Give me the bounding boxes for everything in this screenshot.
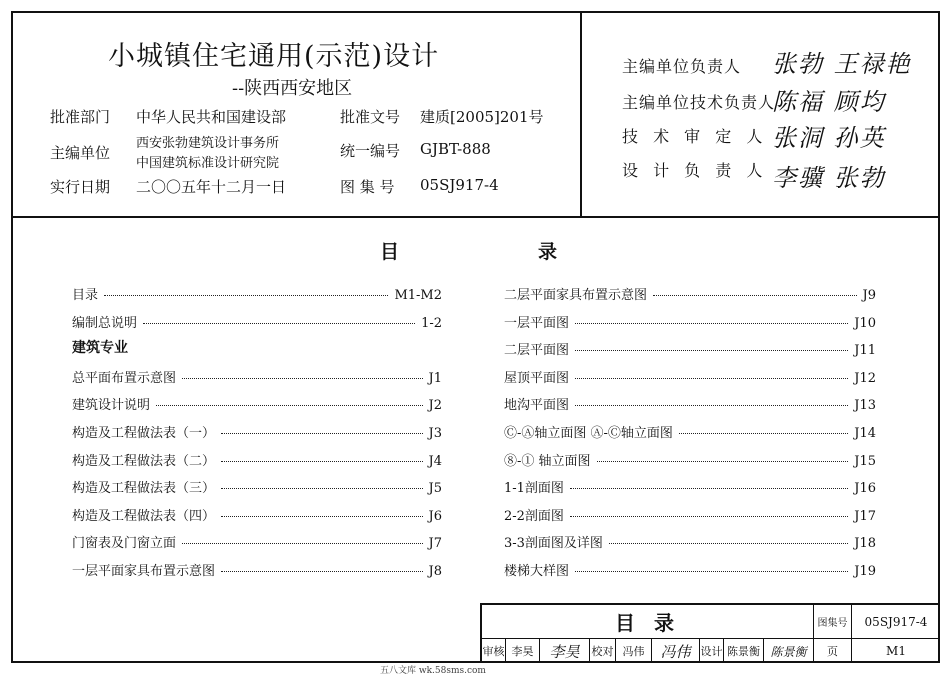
toc-leader-dots bbox=[570, 516, 848, 517]
toc-leader-dots bbox=[597, 461, 849, 462]
toc-entry[interactable] bbox=[72, 422, 442, 441]
toc-leader-dots bbox=[575, 405, 848, 406]
toc-entry-page: J5 bbox=[428, 481, 442, 497]
toc-entry-title: 总平面布置示意图 bbox=[72, 370, 177, 386]
toc-entry-page: J14 bbox=[854, 426, 876, 441]
responsible-role-2: 主编单位技术负责人 bbox=[622, 93, 776, 112]
unified-no-label: 统一编号 bbox=[340, 142, 401, 160]
approval-doc: 建质[2005]201号 bbox=[420, 108, 544, 126]
toc-entry-page: J16 bbox=[854, 481, 876, 497]
toc-entry-page: M1-M2 bbox=[394, 288, 442, 303]
atlas-label: 图 集 号 bbox=[340, 178, 395, 196]
toc-section-heading: 建筑专业 bbox=[72, 340, 128, 357]
toc-entry-title: ⑧-① 轴立面图 bbox=[504, 453, 591, 469]
toc-leader-dots bbox=[221, 571, 423, 572]
toc-leader-dots bbox=[182, 543, 423, 544]
page-title: 小城镇住宅通用(示范)设计 bbox=[108, 41, 440, 72]
responsible-role-3: 技 术 审 定 人 bbox=[622, 127, 768, 146]
page-subtitle: --陕西西安地区 bbox=[232, 78, 353, 99]
check-signature: 冯伟 bbox=[652, 639, 700, 663]
responsible-role-4: 设 计 负 责 人 bbox=[622, 161, 768, 180]
approval-dept-label: 批准部门 bbox=[50, 108, 111, 126]
toc-leader-dots bbox=[221, 516, 423, 517]
design-name: 陈景衡 bbox=[724, 639, 764, 663]
toc-entry-page: J2 bbox=[428, 398, 442, 414]
toc-entry-title: 二层平面家具布置示意图 bbox=[504, 288, 648, 303]
design-signature: 陈景衡 bbox=[770, 644, 807, 659]
toc-entry-title: 构造及工程做法表（一） bbox=[72, 426, 216, 441]
atlas-no: 05SJ917-4 bbox=[420, 176, 499, 194]
editor-unit-1: 西安张勃建筑设计事务所 bbox=[136, 136, 280, 151]
toc-leader-dots bbox=[575, 323, 848, 324]
design-label: 设计 bbox=[700, 639, 724, 663]
toc-entry-page: J12 bbox=[854, 370, 876, 386]
toc-leader-dots bbox=[575, 378, 848, 379]
toc-entry-title: 一层平面图 bbox=[504, 315, 570, 331]
toc-entry-page: J4 bbox=[428, 453, 442, 469]
toc-leader-dots bbox=[679, 433, 848, 434]
effective-date: 二〇〇五年十二月一日 bbox=[136, 178, 287, 196]
toc-entry-title: 门窗表及门窗立面 bbox=[72, 536, 177, 552]
toc-entry-page: J6 bbox=[428, 508, 442, 524]
toc-entry[interactable] bbox=[72, 450, 442, 469]
effective-label: 实行日期 bbox=[50, 178, 111, 196]
toc-entry[interactable] bbox=[504, 505, 876, 524]
approval-dept: 中华人民共和国建设部 bbox=[136, 108, 287, 126]
toc-leader-dots bbox=[143, 323, 415, 324]
toc-leader-dots bbox=[221, 433, 423, 434]
toc-entry[interactable] bbox=[504, 422, 876, 441]
toc-entry-title: 屋顶平面图 bbox=[504, 370, 570, 386]
review-name: 李昊 bbox=[506, 639, 540, 663]
toc-leader-dots bbox=[653, 295, 857, 296]
toc-entry-title: 楼梯大样图 bbox=[504, 564, 570, 579]
toc-entry-title: 编制总说明 bbox=[72, 315, 138, 331]
toc-entry[interactable] bbox=[72, 532, 442, 551]
toc-leader-dots bbox=[609, 543, 848, 544]
toc-entry[interactable] bbox=[504, 367, 876, 386]
toc-entry-page: J1 bbox=[428, 370, 442, 386]
toc-entry-page: J8 bbox=[428, 564, 442, 579]
toc-entry[interactable] bbox=[504, 284, 876, 303]
toc-leader-dots bbox=[104, 295, 388, 296]
toc-leader-dots bbox=[221, 488, 423, 489]
toc-entry-page: J19 bbox=[854, 564, 876, 579]
editor-unit-label: 主编单位 bbox=[50, 144, 111, 162]
toc-entry-title: 3-3剖面图及详图 bbox=[504, 536, 603, 552]
toc-entry[interactable] bbox=[72, 560, 442, 579]
toc-entry-title: 地沟平面图 bbox=[504, 398, 570, 414]
titleblock-title: 目 录 bbox=[615, 611, 680, 635]
page-label: 页 bbox=[827, 645, 838, 658]
footer-watermark: 五八文库 wk.58sms.com bbox=[380, 666, 486, 676]
toc-entry-page: J18 bbox=[854, 536, 876, 552]
review-signature: 李昊 bbox=[540, 639, 590, 663]
check-name: 冯伟 bbox=[616, 639, 652, 663]
toc-entry[interactable] bbox=[504, 477, 876, 496]
editor-unit-2: 中国建筑标准设计研究院 bbox=[136, 156, 280, 171]
toc-heading-right: 录 bbox=[538, 241, 558, 263]
toc-entry[interactable] bbox=[504, 532, 876, 551]
toc-leader-dots bbox=[182, 378, 423, 379]
toc-leader-dots bbox=[575, 571, 848, 572]
toc-leader-dots bbox=[221, 461, 423, 462]
page-number: M1 bbox=[886, 644, 906, 658]
toc-entry-title: 构造及工程做法表（二） bbox=[72, 453, 216, 469]
toc-entry-page: J7 bbox=[428, 536, 442, 552]
approval-doc-label: 批准文号 bbox=[340, 108, 401, 126]
titleblock-atlas-label: 图集号 bbox=[817, 618, 848, 629]
toc-entry-page: 1-2 bbox=[421, 315, 442, 331]
toc-entry-title: 一层平面家具布置示意图 bbox=[72, 564, 216, 579]
toc-entry[interactable] bbox=[504, 312, 876, 331]
toc-entry[interactable] bbox=[72, 284, 442, 303]
titleblock-atlas-no: 05SJ917-4 bbox=[864, 614, 928, 629]
toc-entry-title: 构造及工程做法表（三） bbox=[72, 481, 216, 497]
review-label: 审核 bbox=[482, 639, 506, 663]
responsible-signature-4: 李骥 张勃 bbox=[772, 164, 886, 192]
header-split bbox=[580, 11, 582, 217]
header-divider bbox=[11, 216, 940, 218]
toc-entry-title: Ⓒ-Ⓐ轴立面图 Ⓐ-Ⓒ轴立面图 bbox=[504, 426, 673, 441]
toc-entry-page: J3 bbox=[428, 426, 442, 441]
toc-entry-title: 1-1剖面图 bbox=[504, 481, 564, 497]
toc-entry[interactable] bbox=[72, 505, 442, 524]
toc-entry-page: J13 bbox=[854, 398, 876, 414]
toc-entry-title: 构造及工程做法表（四） bbox=[72, 508, 216, 524]
toc-leader-dots bbox=[570, 488, 848, 489]
toc-leader-dots bbox=[156, 405, 423, 406]
toc-entry[interactable] bbox=[504, 394, 876, 413]
responsible-signature-3: 张洞 孙英 bbox=[772, 124, 886, 152]
toc-entry-title: 建筑设计说明 bbox=[72, 398, 151, 414]
responsible-signature-1: 张勃 王禄艳 bbox=[772, 50, 912, 78]
responsible-signature-2: 陈福 顾均 bbox=[772, 88, 886, 116]
toc-entry[interactable] bbox=[504, 450, 876, 469]
toc-entry-title: 2-2剖面图 bbox=[504, 508, 564, 524]
responsible-role-1: 主编单位负责人 bbox=[622, 57, 742, 76]
toc-entry[interactable] bbox=[504, 339, 876, 358]
toc-entry[interactable] bbox=[72, 312, 442, 331]
toc-entry-page: J15 bbox=[854, 453, 876, 469]
toc-entry[interactable] bbox=[72, 477, 442, 496]
check-label: 校对 bbox=[590, 639, 616, 663]
toc-entry[interactable] bbox=[72, 367, 442, 386]
toc-entry[interactable] bbox=[504, 560, 876, 579]
toc-entry-page: J10 bbox=[854, 315, 876, 331]
toc-entry-title: 目录 bbox=[72, 288, 99, 303]
toc-entry-page: J17 bbox=[854, 508, 876, 524]
toc-leader-dots bbox=[575, 350, 848, 351]
toc-entry[interactable] bbox=[72, 394, 442, 413]
unified-no: GJBT-888 bbox=[420, 140, 491, 158]
toc-entry-title: 二层平面图 bbox=[504, 343, 570, 359]
toc-heading-left: 目 bbox=[380, 241, 400, 263]
toc-entry-page: J11 bbox=[854, 343, 876, 359]
toc-entry-page: J9 bbox=[862, 288, 876, 303]
